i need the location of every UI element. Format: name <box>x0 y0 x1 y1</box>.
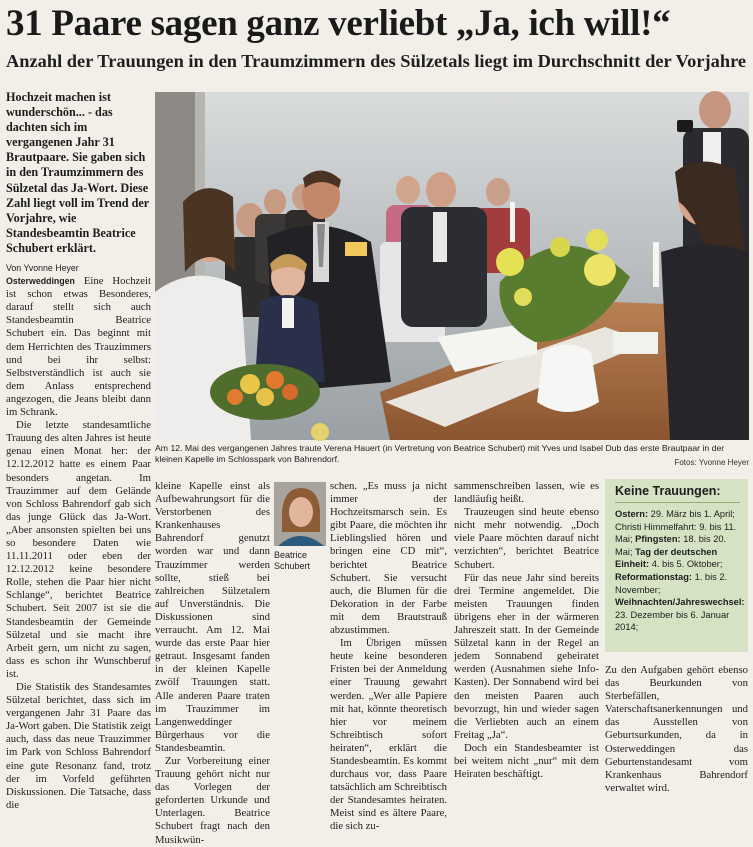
info-entry-text: 23. Dezember bis 6. Januar 2014; <box>615 609 730 633</box>
wedding-photo-illustration <box>155 92 749 440</box>
column-4-paragraph-4: Doch ein Standesbeamter ist bei weitem nicht „nur“ mit dem Heiraten beschäftigt. <box>454 741 599 781</box>
column-4-paragraph-2: Trauzeugen sind heute ebenso nicht mehr notwendig. „Doch viele Paare möchten darauf nicht verzichten“, berichtet Beatrice Schubert. <box>454 506 599 571</box>
article-column-1 <box>6 262 151 811</box>
info-entry-label: Tag der deutschen Einheit: <box>615 546 718 570</box>
column-4-paragraph-1: sammenschreiben lassen, wie es landläufig heißt. <box>454 480 599 506</box>
info-entry-text: 29. März bis 1. April; <box>650 509 735 519</box>
info-box-entries <box>615 508 745 634</box>
portrait-photo <box>274 482 326 546</box>
info-entry-text: 1. bis 2. November; <box>615 571 728 595</box>
column-1-paragraph-3: Die Statistik des Standesamtes Sülzetal berichtet, dass sich im vergangenen Jahr 31 Paare das Ja-Wort gaben. Die Statistik zeigt auch, dass das neue Trauzimmer im Park von Schloss Bahrendorf eine gute Resonanz fand, trotz der im Vorfeld geführten Diskussionen. Die Tatsache, dass die <box>6 681 151 811</box>
wedding-photo <box>155 92 749 440</box>
article-headline: 31 Paare sagen ganz verliebt „Ja, ich will!“ <box>6 3 671 44</box>
article-intro: Hochzeit machen ist wunderschön... - das dachten sich im vergangenen Jahr 31 Brautpaare. Sie gaben sich in den Traumzimmern des Sülzetal das Ja-Wort. Diese Zahl liegt voll im Trend der Vorjahre, wie Standesbeamtin Beatrice Schubert erklärt. <box>6 90 149 255</box>
info-box-no-weddings <box>605 479 748 652</box>
column-2-paragraph-1: kleine Kapelle einst als Aufbewahrungsort für die Verstorbenen des Krankenhauses Bahrendorf genutzt worden war und dann Trauzimmer werden sollte, stieß bei zahlreichen Sülzetalern auf Unverständnis. Die Diskussionen sind verraucht. Am 12. Mai wurde das erste Paar hier getraut. Insgesamt fanden in der kleinen Kapelle zwölf Trauungen statt. Alle anderen Paare traten im Trauzimmer im Langenweddinger Bürgerhaus vor die Standesbeamtin. <box>155 480 270 754</box>
article-column-3 <box>330 480 447 833</box>
info-box-title: Keine Trauungen: <box>615 483 740 503</box>
column-2-paragraph-2: Zur Vorbereitung einer Trauung gehört nicht nur das Vorlegen der geforderten Urkunde und Unterlagen. Beatrice Schubert fragt nach den Musikwün- <box>155 754 270 846</box>
photo-credit: Fotos: Yvonne Heyer <box>674 458 749 467</box>
info-entry-label: Pfingsten: <box>635 534 681 545</box>
portrait-name: Beatrice Schubert <box>274 550 311 571</box>
portrait-illustration <box>274 482 326 546</box>
column-1-paragraph-2: Die letzte standesamtliche Trauung des alten Jahres ist heute genau einen Monat her: der 12.12.2012 hatte es einem Paar besonders angetan. Im Trauzimmer auf dem Gelände von Schloss Bahrendorf gab sich das junge Glück das Ja-Wort. „Aber ansonsten spielten bei uns so besondere Daten wie 11.11.2011 oder eben der 12.12.2012 keine besondere Rolle, stehen die Paar hier nicht Schlange“, berichtet Beatrice Schubert. Seit 2007 ist sie die Standesbeamtin der Gemeinde Sülzetal und sie macht ihre Arbeit gern, um nicht zu sagen, dass es schon ihr Wunschberuf ist. <box>6 419 151 680</box>
author-line: Von Yvonne Heyer <box>6 263 79 273</box>
info-entry-label: Reformationstag: <box>615 571 692 582</box>
column-4-paragraph-3: Für das neue Jahr sind bereits drei Termine angemeldet. Die meisten Trauungen finden übrigens eher in der wärmeren Jahreszeit statt. In der Gemeinde Sülzetal kann in der Regel an jedem Sonnabend geheiratet werden (Ausnahmen siehe Info-Kasten). Der Sonnabend wird bei den meisten Paaren auch bevorzugt, hin und wieder sagen die Verliebten auch an einem Freitag „Ja“. <box>454 571 599 741</box>
info-entry-label: Ostern: <box>615 509 649 519</box>
dateline: Osterweddingen <box>6 276 75 287</box>
article-subhead: Anzahl der Trauungen in den Traumzimmern des Sülzetals liegt im Durchschnitt der Vorjahre <box>6 51 747 71</box>
info-entry-text: 4. bis 5. Oktober; <box>651 559 723 570</box>
article-column-5 <box>605 664 748 794</box>
photo-caption: Am 12. Mai des vergangenen Jahres traute Verena Hauert (in Vertretung von Beatrice Schubert) mit Yves und Isabel Dub das erste Brautpaar in der kleinen Kapelle im Schlosspark von Bahrendorf. <box>155 443 725 464</box>
info-entry-text: 18. bis 20. Mai; <box>615 534 727 557</box>
info-entry-text: Christi Himmelfahrt: 9. bis 11. Mai; <box>615 521 737 545</box>
column-5-paragraph-1: Zu den Aufgaben gehört ebenso das Beurkunden von Sterbefällen, Vaterschaftsanerkennungen und das Ausstellen von Geburtsurkunden, da in Osterweddingen das Geburtenstandesamt vom Krankenhaus Bahrendorf verwaltet wird. <box>605 664 748 794</box>
column-1-paragraph-1: Eine Hochzeit ist schon etwas Besonderes, darauf stellt sich auch Standesbeamtin Beatrice Schubert ein. Das beginnt mit dem Herrichten des Trauzimmers und bei ihr selbst: Selbstverständlich ist auch sie dem Anlass entsprechend angezogen, die Jeans bleibt dann im Schrank. <box>6 275 151 419</box>
info-entry-label: Weihnachten/Jahreswechsel: <box>615 597 745 608</box>
article-column-4 <box>454 480 599 781</box>
column-3-paragraph-1: schen. „Es muss ja nicht immer der Hochzeitsmarsch sein. Es gibt Paare, die möchten ihr Lieblingslied hören und bringen eine CD mit“, berichtet Beatrice Schubert. Sie versucht auch, die Blumen für die Dekoration in der Farbe mit dem Brautstrauß abzustimmen. <box>330 480 447 637</box>
article-column-2 <box>155 480 270 846</box>
column-3-paragraph-2: Im Übrigen müssen heute keine besonderen Fristen bei der Anmeldung einer Trauung gewahrt werden. „Wer alle Papiere mit hat, könnte theoretisch hier vor meinem Schreibtisch sofort heiraten“, erklärt die Standesbeamtin. Es kommt durchaus vor, dass Paare tatsächlich am Schreibtisch der Standesamtes heiraten. Meist sind es ältere Paare, die sich zu- <box>330 637 447 833</box>
